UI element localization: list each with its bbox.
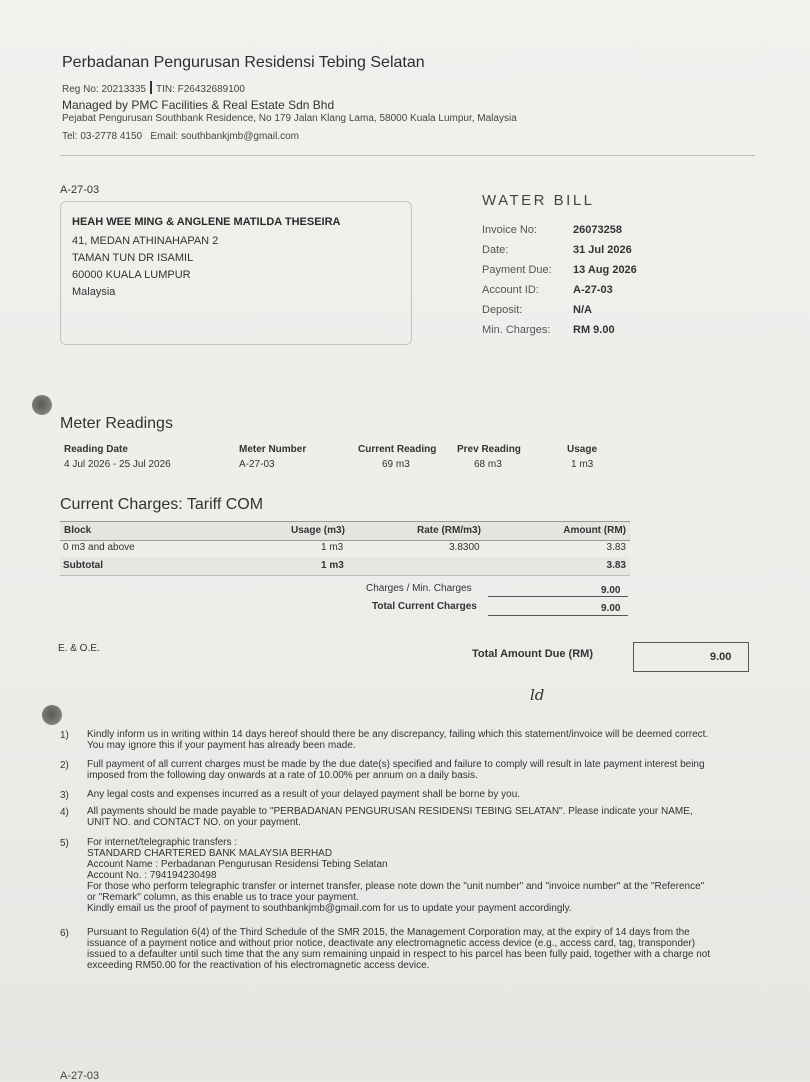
note-text: issued to a defaulter until such time that the any sum remaining unpaid in respect to his parcel has been fully paid, together with a charge not — [87, 949, 711, 960]
total-amount-due-box — [633, 642, 749, 672]
note-text: UNIT NO. and CONTACT NO. on your payment. — [87, 817, 301, 828]
note-text: issuance of a payment notice and without prior notice, deactivate any electromagnetic access device (e.g., access card, tag, transponder) — [87, 938, 696, 949]
total-current-charges-label: Total Current Charges — [372, 601, 477, 612]
note-text: All payments should be made payable to "PERBADANAN PENGURUSAN RESIDENSI TEBING SELATAN". Please indicate your NAME, — [87, 806, 693, 817]
note-text: Account No. : 794194230498 — [87, 870, 217, 881]
min-charges-row-value: 9.00 — [601, 585, 621, 596]
note-text: Pursuant to Regulation 6(4) of the Third Schedule of the SMR 2015, the Management Corporation may, at the expiry of 14 days from the — [87, 927, 690, 938]
deposit-label: Deposit: — [482, 304, 523, 316]
customer-name: HEAH WEE MING & ANGLENE MATILDA THESEIRA — [72, 216, 341, 228]
note-text: exceeding RM50.00 for the reactivation of his electromagnetic access device. — [87, 960, 430, 971]
note-text: You may ignore this if your payment has already been made. — [87, 740, 356, 751]
charges-table — [60, 521, 630, 575]
customer-address-line: TAMAN TUN DR ISAMIL — [72, 252, 194, 264]
account-code: A-27-03 — [60, 184, 100, 196]
total-amount-due-value: 9.00 — [710, 651, 732, 663]
note-number: 2) — [60, 760, 69, 771]
bill-title: WATER BILL — [482, 192, 595, 209]
meter-header-reading-date: Reading Date — [64, 444, 128, 455]
table-row — [60, 557, 630, 576]
note-text: Any legal costs and expenses incurred as a result of your delayed payment shall be borne by you. — [87, 789, 521, 800]
customer-address-line: 60000 KUALA LUMPUR — [72, 269, 191, 281]
footer-account-code: A-27-03 — [60, 1070, 100, 1082]
charges-rate: 3.8300 — [449, 542, 480, 553]
note-text: or "Remark" column, as this enable us to trace your payment. — [87, 892, 359, 903]
invoice-no-value: 26073258 — [573, 224, 622, 236]
note-text: STANDARD CHARTERED BANK MALAYSIA BERHAD — [87, 848, 333, 859]
customer-address-line: 41, MEDAN ATHINAHAPAN 2 — [72, 235, 219, 247]
charges-block: 0 m3 and above — [63, 542, 135, 553]
account-id-label: Account ID: — [482, 284, 539, 296]
email: Email: southbankjmb@gmail.com — [150, 131, 299, 142]
telephone: Tel: 03-2778 4150 — [62, 131, 143, 142]
note-text: For those who perform telegraphic transfer or internet transfer, please note down the "unit number" and "invoice number" at the "Reference" — [87, 881, 705, 892]
subtotal-amount: 3.83 — [606, 560, 626, 571]
meter-readings-title: Meter Readings — [60, 415, 173, 432]
registration-line — [62, 81, 245, 95]
total-amount-due-label: Total Amount Due (RM) — [472, 648, 593, 660]
office-address: Pejabat Pengurusan Southbank Residence, No 179 Jalan Klang Lama, 58000 Kuala Lumpur, Malaysia — [62, 113, 517, 124]
payment-due-label: Payment Due: — [482, 264, 552, 276]
meter-current-reading: 69 m3 — [382, 459, 410, 470]
note-number: 1) — [60, 730, 69, 741]
punch-hole-icon — [42, 705, 62, 725]
meter-usage: 1 m3 — [571, 459, 594, 470]
org-name: Perbadanan Pengurusan Residensi Tebing Selatan — [62, 54, 425, 71]
meter-prev-reading: 68 m3 — [474, 459, 502, 470]
note-text: Account Name : Perbadanan Pengurusan Residensi Tebing Selatan — [87, 859, 388, 870]
date-value: 31 Jul 2026 — [573, 244, 632, 256]
invoice-no-label: Invoice No: — [482, 224, 538, 236]
charges-header-block: Block — [64, 525, 92, 536]
tin-number: TIN: F26432689100 — [155, 84, 245, 95]
table-row — [60, 539, 630, 558]
separator-bar — [150, 81, 152, 94]
account-id-value: A-27-03 — [573, 284, 613, 296]
meter-header-current-reading: Current Reading — [358, 444, 437, 455]
note-number: 6) — [60, 928, 69, 939]
meter-header-usage: Usage — [567, 444, 598, 455]
header-divider — [60, 155, 755, 156]
current-charges-title: Current Charges: Tariff COM — [60, 496, 264, 513]
note-text: Kindly email us the proof of payment to southbankjmb@gmail.com for us to update your payment accordingly. — [87, 903, 572, 914]
min-charges-label: Min. Charges: — [482, 324, 551, 336]
charges-table-header — [60, 521, 630, 541]
min-charges-row-label: Charges / Min. Charges — [366, 583, 472, 594]
subtotal-usage: 1 m3 — [321, 560, 344, 571]
deposit-value: N/A — [573, 304, 592, 316]
handwritten-initials: ld — [530, 686, 545, 704]
date-label: Date: — [482, 244, 509, 256]
reg-number: Reg No: 20213335 — [62, 84, 146, 95]
meter-header-prev-reading: Prev Reading — [457, 444, 521, 455]
total-current-charges-underline — [488, 615, 628, 616]
min-charges-underline — [488, 596, 628, 597]
note-number: 3) — [60, 790, 69, 801]
total-current-charges-value: 9.00 — [601, 603, 621, 614]
note-number: 4) — [60, 807, 69, 818]
charges-header-rate: Rate (RM/m3) — [417, 525, 481, 536]
managed-by: Managed by PMC Facilities & Real Estate Sdn Bhd — [62, 98, 335, 112]
note-number: 5) — [60, 838, 69, 849]
subtotal-label: Subtotal — [63, 560, 103, 571]
charges-header-usage: Usage (m3) — [291, 525, 345, 536]
note-text: Kindly inform us in writing within 14 days hereof should there be any discrepancy, failing which this statement/invoice will be deemed correct. — [87, 729, 709, 740]
note-text: For internet/telegraphic transfers : — [87, 837, 238, 848]
charges-amount: 3.83 — [606, 542, 626, 553]
note-text: Full payment of all current charges must be made by the due date(s) specified and failure to comply will result in late payment interest being — [87, 759, 705, 770]
min-charges-value: RM 9.00 — [573, 324, 615, 336]
note-text: imposed from the following day onwards at a rate of 10.00% per annum on a daily basis. — [87, 770, 478, 781]
charges-header-amount: Amount (RM) — [563, 525, 626, 536]
eoe-note: E. & O.E. — [58, 643, 100, 654]
contact-line — [62, 131, 299, 142]
meter-header-meter-number: Meter Number — [239, 444, 307, 455]
charges-usage: 1 m3 — [321, 542, 344, 553]
meter-number: A-27-03 — [239, 459, 275, 470]
meter-reading-date: 4 Jul 2026 - 25 Jul 2026 — [64, 459, 171, 470]
customer-country: Malaysia — [72, 286, 116, 298]
payment-due-value: 13 Aug 2026 — [573, 264, 637, 276]
punch-hole-icon — [32, 395, 52, 415]
